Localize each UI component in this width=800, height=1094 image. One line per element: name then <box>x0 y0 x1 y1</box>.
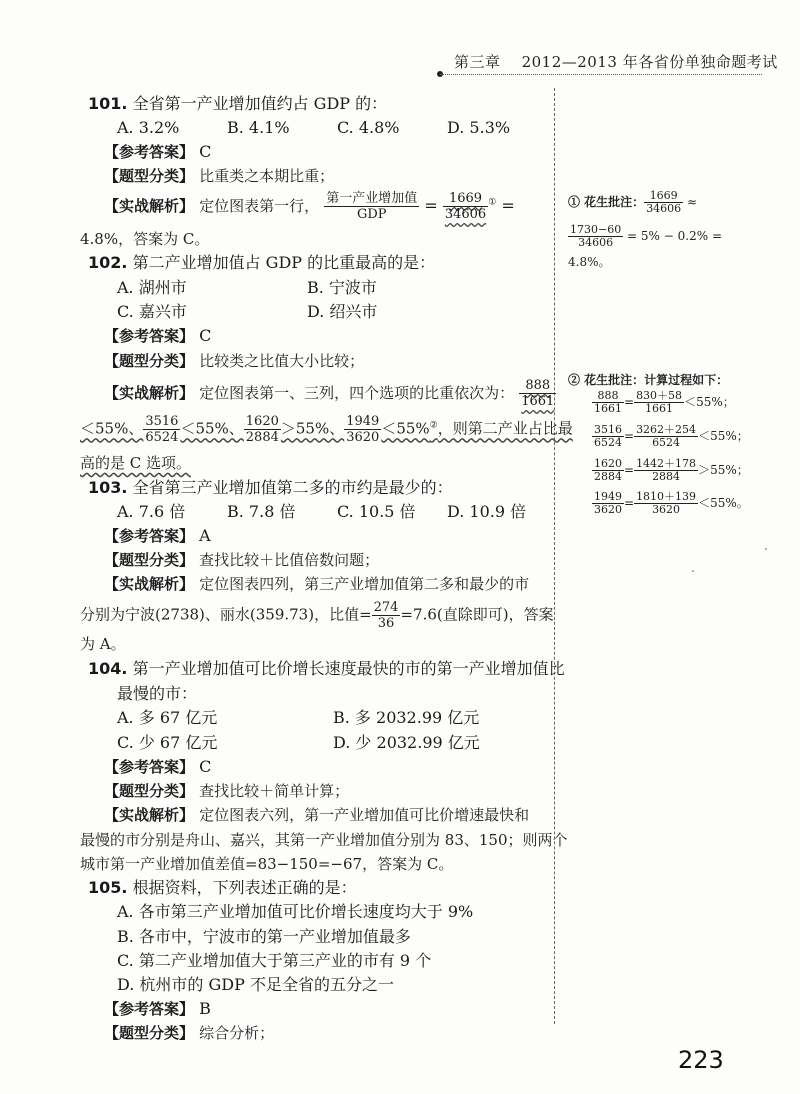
equals-sign: = <box>624 463 635 477</box>
comparison-text: ＜55% <box>381 419 430 438</box>
denominator: 2884 <box>594 470 622 483</box>
side-note-head: ① 花生批注： <box>568 195 645 209</box>
margin-divider <box>554 88 555 1024</box>
fraction <box>644 190 683 215</box>
numerator: 888 <box>519 378 556 394</box>
type-value: 比重类之本期比重； <box>199 167 335 185</box>
analysis-text: 定位图表六列，第一产业增加值可比价增速最快和 <box>199 806 530 824</box>
fraction <box>634 424 698 449</box>
equals-sign: = <box>624 496 635 510</box>
numerator: 830＋58 <box>636 389 683 402</box>
analysis-continuation: 高的是 C 选项。 <box>80 454 192 472</box>
question-105-stem <box>88 877 357 899</box>
analysis-continuation: 4.8%，答案为 C。 <box>80 230 210 248</box>
option-c: C. 第二产业增加值大于第三产业的市有 9 个 <box>117 951 432 970</box>
footnote-mark: ① <box>488 197 497 208</box>
option-d: D. 杭州市的 GDP 不足全省的五分之一 <box>117 975 394 994</box>
type-value: 查找比较＋比值倍数问题； <box>199 551 380 569</box>
question-number: 102. <box>88 253 128 272</box>
question-104-stem <box>88 658 565 680</box>
answer-label: 【参考答案】 <box>104 758 195 776</box>
comparison-text: ＜55%。 <box>698 496 749 510</box>
fraction <box>634 390 684 415</box>
paper-speck <box>765 548 767 550</box>
option-c: C. 10.5 倍 <box>337 502 416 521</box>
option-c: C. 4.8% <box>337 118 400 137</box>
analysis-text: 定位图表第一、三列，四个选项的比重依次为： <box>199 384 515 402</box>
option-b: B. 7.8 倍 <box>227 502 296 521</box>
analysis-text: 定位图表四列，第三产业增加值第二多和最少的市 <box>199 575 530 593</box>
analysis-line <box>104 378 556 409</box>
option-d: D. 10.9 倍 <box>447 502 527 521</box>
numerator: 1669 <box>644 190 683 203</box>
analysis-label: 【实战解析】 <box>104 806 195 824</box>
type-line <box>104 350 364 372</box>
denominator: 6524 <box>594 436 622 449</box>
denominator: 6524 <box>652 436 681 449</box>
header-rule <box>440 74 762 75</box>
side-note-2-row <box>592 491 749 516</box>
comparison-text: ＞55%、 <box>280 419 345 438</box>
type-value: 综合分析； <box>199 1024 275 1042</box>
option-b: B. 各市中，宁波市的第一产业增加值最多 <box>117 927 411 946</box>
answer-label: 【参考答案】 <box>104 327 195 345</box>
fraction <box>634 458 698 483</box>
answer-label: 【参考答案】 <box>104 143 195 161</box>
option-a: A. 7.6 倍 <box>117 502 186 521</box>
question-104-stem-cont: 最慢的市： <box>117 684 198 703</box>
side-note-2 <box>568 372 728 388</box>
answer-line <box>104 756 211 778</box>
comparison-text: ＜55%、 <box>180 419 244 438</box>
analysis-line <box>104 573 529 595</box>
side-note-1-line2 <box>568 224 722 249</box>
fraction <box>592 491 624 516</box>
footnote-mark: ② <box>429 420 438 431</box>
question-text: 全省第一产业增加值约占 GDP 的： <box>132 94 388 113</box>
question-103-stem <box>88 477 453 499</box>
fraction <box>519 378 556 409</box>
numerator: 第一产业增加值 <box>326 191 418 206</box>
approx-sign: ≈ <box>687 195 698 209</box>
option-a: A. 多 67 亿元 <box>117 708 218 727</box>
answer-label: 【参考答案】 <box>104 527 195 545</box>
option-a: A. 各市第三产业增加值可比价增长速度均大于 9% <box>117 902 474 921</box>
option-d: D. 绍兴市 <box>307 302 378 321</box>
chapter-label: 第三章 <box>454 53 501 71</box>
comparison-text: ，则第二产业占比最 <box>437 419 573 438</box>
equals-sign: = <box>624 429 635 443</box>
analysis-continuation: 城市第一产业增加值差值=83−150=−67，答案为 C。 <box>80 855 454 873</box>
fraction <box>443 191 488 222</box>
fraction <box>592 390 624 415</box>
numerator: 1730−60 <box>570 223 622 236</box>
option-c: C. 嘉兴市 <box>117 302 187 321</box>
option-b: B. 4.1% <box>227 118 290 137</box>
denominator: 34606 <box>578 236 614 249</box>
denominator: 36 <box>377 616 395 631</box>
fraction <box>324 191 419 222</box>
equals-sign: = <box>501 196 515 215</box>
analysis-line <box>104 191 515 222</box>
running-header <box>454 51 778 72</box>
page-number: 223 <box>678 1046 724 1074</box>
fraction <box>592 424 624 449</box>
analysis-continuation <box>80 600 554 631</box>
paper-speck <box>692 570 694 572</box>
fraction <box>244 414 281 445</box>
option-b: B. 多 2032.99 亿元 <box>333 708 480 727</box>
numerator: 1620 <box>594 457 622 470</box>
answer-value: C <box>199 142 212 161</box>
option-a: A. 3.2% <box>117 118 180 137</box>
option-d: D. 少 2032.99 亿元 <box>333 733 480 752</box>
denominator: 34606 <box>646 202 682 215</box>
numerator: 1949 <box>594 490 622 503</box>
question-text: 根据资料，下列表述正确的是： <box>132 878 357 897</box>
denominator: 34606 <box>444 207 487 222</box>
numerator: 1949 <box>346 414 380 429</box>
chapter-title: 2012—2013 年各省份单独命题考试 <box>521 53 778 71</box>
denominator: GDP <box>356 207 387 222</box>
fraction <box>634 491 698 516</box>
side-note-text: = 5% − 0.2% = <box>627 229 722 243</box>
option-c: C. 少 67 亿元 <box>117 733 218 752</box>
fraction <box>592 458 624 483</box>
answer-line <box>104 525 211 547</box>
fraction <box>568 224 623 249</box>
side-note-1-line3: 4.8%。 <box>568 255 611 269</box>
side-note-head: ② 花生批注：计算过程如下： <box>568 373 729 387</box>
question-101-stem <box>88 93 387 115</box>
numerator: 888 <box>592 390 624 403</box>
denominator: 1661 <box>521 394 555 409</box>
type-label: 【题型分类】 <box>104 167 195 185</box>
answer-value: B <box>199 999 211 1018</box>
type-value: 比较类之比值大小比较； <box>199 352 365 370</box>
denominator: 2884 <box>652 470 681 483</box>
question-text: 第一产业增加值可比价增长速度最快的市的第一产业增加值比 <box>132 659 565 678</box>
denominator: 3620 <box>594 503 622 516</box>
type-line <box>104 165 334 187</box>
type-label: 【题型分类】 <box>104 352 195 370</box>
type-label: 【题型分类】 <box>104 551 195 569</box>
side-note-2-row <box>592 390 735 415</box>
analysis-continuation: 最慢的市分别是舟山、嘉兴，其第一产业增加值分别为 83、150；则两个 <box>80 831 568 849</box>
fraction <box>344 414 381 445</box>
analysis-label: 【实战解析】 <box>104 197 195 215</box>
type-line <box>104 1022 274 1044</box>
answer-line <box>104 325 211 347</box>
denominator: 3620 <box>346 430 380 445</box>
analysis-text: 分别为宁波(2738)、丽水(359.73)，比值= <box>80 605 372 624</box>
comparison-text: ＜55%、 <box>80 419 144 438</box>
option-a: A. 湖州市 <box>117 278 187 297</box>
side-note-2-row <box>592 424 749 449</box>
option-b: B. 宁波市 <box>307 278 377 297</box>
type-line <box>104 549 379 571</box>
denominator: 1661 <box>594 402 622 415</box>
type-label: 【题型分类】 <box>104 782 195 800</box>
fraction <box>143 414 180 445</box>
analysis-continuation: 为 A。 <box>80 635 126 653</box>
denominator: 3620 <box>652 503 681 516</box>
comparison-text: ＜55%； <box>684 395 735 409</box>
analysis-text: =7.6(直除即可)，答案 <box>400 605 554 624</box>
equals-sign: = <box>424 196 438 215</box>
side-note-1 <box>568 190 697 215</box>
numerator: 3516 <box>594 423 622 436</box>
answer-value: C <box>199 326 212 345</box>
analysis-label: 【实战解析】 <box>104 575 195 593</box>
comparison-text: ＞55%； <box>698 463 749 477</box>
answer-line <box>104 998 211 1020</box>
analysis-line <box>104 804 529 826</box>
question-number: 101. <box>88 94 128 113</box>
question-number: 103. <box>88 478 128 497</box>
analysis-label: 【实战解析】 <box>104 384 195 402</box>
answer-value: A <box>199 526 211 545</box>
denominator: 6524 <box>145 430 179 445</box>
numerator: 1442＋178 <box>636 457 697 470</box>
numerator: 1669 <box>443 191 488 207</box>
option-d: D. 5.3% <box>447 118 511 137</box>
question-text: 全省第三产业增加值第二多的市约是最少的： <box>132 478 453 497</box>
answer-line <box>104 141 211 163</box>
equals-sign: = <box>624 395 635 409</box>
numerator: 274 <box>373 600 399 615</box>
side-note-2-row <box>592 458 749 483</box>
numerator: 1620 <box>245 414 279 429</box>
type-label: 【题型分类】 <box>104 1024 195 1042</box>
analysis-text: 定位图表第一行， <box>199 197 320 215</box>
comparison-line <box>80 414 573 445</box>
comparison-text: ＜55%； <box>698 429 749 443</box>
fraction <box>372 600 401 631</box>
denominator: 2884 <box>245 430 279 445</box>
type-line <box>104 780 349 802</box>
numerator: 3262＋254 <box>636 423 697 436</box>
question-number: 105. <box>88 878 128 897</box>
question-102-stem <box>88 252 435 274</box>
question-number: 104. <box>88 659 128 678</box>
type-value: 查找比较＋简单计算； <box>199 782 350 800</box>
numerator: 1810＋139 <box>636 490 697 503</box>
denominator: 1661 <box>645 402 674 415</box>
question-text: 第二产业增加值占 GDP 的比重最高的是： <box>132 253 436 272</box>
answer-value: C <box>199 757 212 776</box>
answer-label: 【参考答案】 <box>104 1000 195 1018</box>
numerator: 3516 <box>145 414 179 429</box>
